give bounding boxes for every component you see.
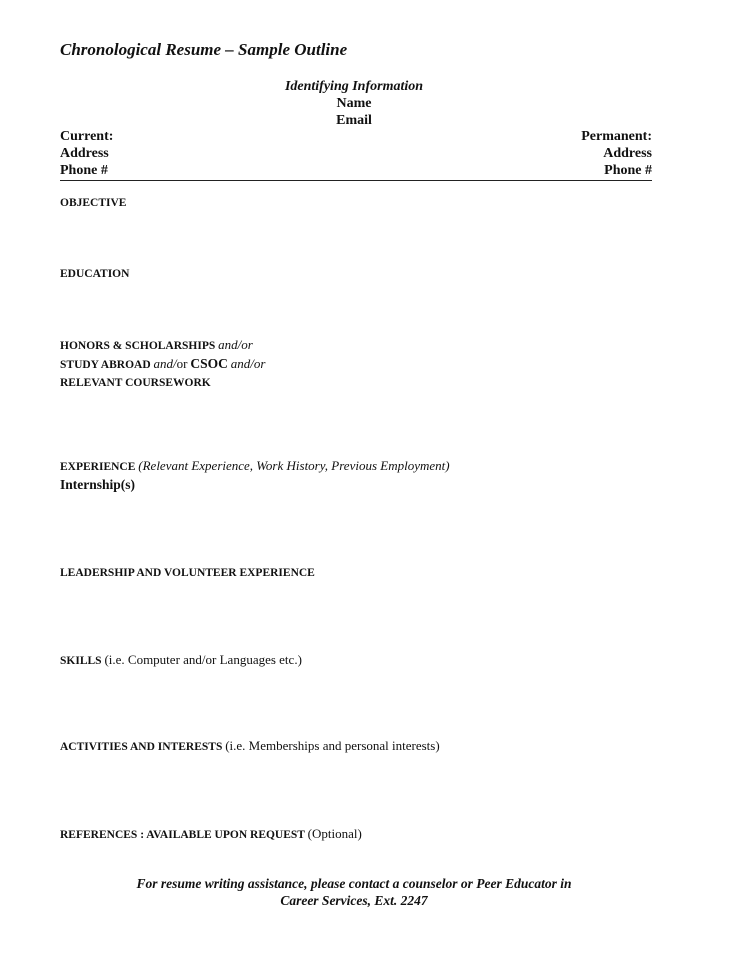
activities-heading: ACTIVITIES AND INTERESTS [60,741,223,753]
permanent-address: Address [603,146,652,161]
references-note: (Optional) [307,826,362,841]
internships-subheading: Internship(s) [60,477,136,492]
footer-line-1: For resume writing assistance, please contact a counselor or Peer Educator in [136,876,572,891]
identifying-information-label: Identifying Information [284,79,424,94]
study-abroad-or: or [176,356,188,371]
name-field: Name [336,96,372,111]
leadership-heading: LEADERSHIP AND VOLUNTEER EXPERIENCE [60,567,315,579]
csoc-andor: and/or [230,356,266,371]
experience-note: (Relevant Experience, Work History, Previous Employment) [138,458,450,473]
footer-line-2: Career Services, Ext. 2247 [280,893,428,908]
document-title: Chronological Resume – Sample Outline [60,40,348,59]
activities-section [60,737,440,756]
activities-note: (i.e. Memberships and personal interests) [225,738,440,753]
current-heading: Current: [60,129,114,144]
experience-heading: EXPERIENCE [60,461,136,473]
skills-note: (i.e. Computer and/or Languages etc.) [104,652,302,667]
current-contact [60,128,113,179]
skills-heading: SKILLS [60,655,102,667]
skills-section [60,651,302,670]
permanent-phone: Phone # [604,163,652,178]
study-abroad-heading: STUDY ABROAD [60,359,151,371]
footer-note [0,875,708,909]
education-heading: EDUCATION [60,268,130,280]
experience-section [60,457,450,494]
permanent-heading: Permanent: [581,129,652,144]
current-address: Address [60,146,109,161]
header-divider [60,180,652,181]
current-phone: Phone # [60,163,108,178]
relevant-coursework-heading: RELEVANT COURSEWORK [60,377,211,389]
references-heading: REFERENCES : AVAILABLE UPON REQUEST [60,829,305,841]
honors-heading: HONORS & SCHOLARSHIPS [60,340,216,352]
honors-section [60,336,265,392]
honors-andor: and/or [218,337,253,352]
permanent-contact [581,128,652,179]
references-section [60,825,362,844]
objective-heading: OBJECTIVE [60,197,127,209]
csoc-heading: CSOC [190,356,228,371]
study-abroad-and: and/ [153,356,177,371]
email-field: Email [336,113,372,128]
